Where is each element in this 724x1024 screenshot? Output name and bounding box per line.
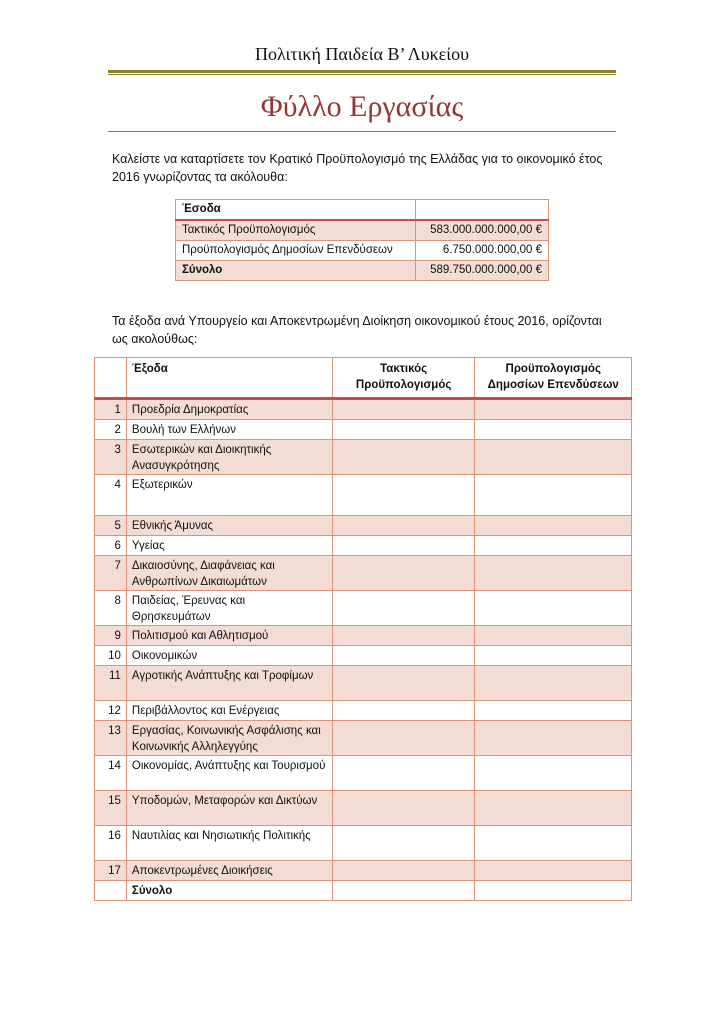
expense-investment-cell[interactable] [475,666,632,701]
expense-regular-cell[interactable] [332,626,475,646]
expense-row-number: 11 [95,666,127,701]
expense-investment-cell[interactable] [475,721,632,756]
expense-investment-cell[interactable] [475,536,632,556]
income-row-label: Προϋπολογισμός Δημοσίων Επενδύσεων [176,241,416,261]
header-divider [108,70,616,73]
expense-row [95,591,632,626]
expense-row [95,701,632,721]
expense-row-number: 6 [95,536,127,556]
expense-row-number: 8 [95,591,127,626]
expense-regular-cell[interactable] [332,861,475,881]
expense-investment-cell[interactable] [475,756,632,791]
expense-row-name: Υποδομών, Μεταφορών και Δικτύων [126,791,332,826]
expense-regular-cell[interactable] [332,399,475,420]
income-row [176,220,549,241]
sheet-title: Φύλλο Εργασίας [260,90,464,123]
expense-investment-cell[interactable] [475,646,632,666]
expense-row-number: 15 [95,791,127,826]
expense-regular-cell[interactable] [332,646,475,666]
expense-row-name: Παιδείας, Έρευνας και Θρησκευμάτων [126,591,332,626]
expense-row-name: Εθνικής Άμυνας [126,516,332,536]
expense-row-number: 13 [95,721,127,756]
expense-row [95,826,632,861]
expense-investment-cell[interactable] [475,420,632,440]
intro-income-text: Καλείστε να καταρτίσετε τον Κρατικό Προϋπολογισμό της Ελλάδας για το οικονομικό έτος 2016 γνωρίζοντας τα ακόλουθα: [112,152,603,184]
expense-row [95,756,632,791]
expense-row-number: 2 [95,420,127,440]
expense-investment-cell[interactable] [475,399,632,420]
income-table [175,199,549,281]
expense-row [95,646,632,666]
header-divider-thin [108,74,616,75]
expense-investment-cell[interactable] [475,826,632,861]
expense-row-number: 5 [95,516,127,536]
expense-regular-cell[interactable] [332,721,475,756]
expense-regular-cell[interactable] [332,516,475,536]
expense-row-number: 9 [95,626,127,646]
expense-row-number: 4 [95,475,127,516]
income-total-value: 589.750.000.000,00 € [416,261,549,281]
expense-regular-cell[interactable] [332,420,475,440]
income-total-row [176,261,549,281]
expense-row-number: 17 [95,861,127,881]
expense-row [95,399,632,420]
expense-investment-cell[interactable] [475,701,632,721]
income-header-empty [416,200,549,221]
expense-row-name: Προεδρία Δημοκρατίας [126,399,332,420]
expense-regular-cell[interactable] [332,556,475,591]
title-divider [108,131,616,132]
expense-regular-cell[interactable] [332,701,475,721]
expense-investment-cell[interactable] [475,475,632,516]
expense-table [94,357,632,901]
expense-row-number: 3 [95,440,127,475]
intro-expenses-text: Τα έξοδα ανά Υπουργείο και Αποκεντρωμένη Διοίκηση οικονομικού έτους 2016, ορίζονται ως ακολούθως: [112,314,602,346]
expense-row-number: 14 [95,756,127,791]
expense-investment-cell[interactable] [475,440,632,475]
expense-header-investment: Προϋπολογισμός Δημοσίων Επενδύσεων [475,358,632,399]
expense-row-name: Περιβάλλοντος και Ενέργειας [126,701,332,721]
expense-row-name: Δικαιοσύνης, Διαφάνειας και Ανθρωπίνων Δικαιωμάτων [126,556,332,591]
expense-row [95,516,632,536]
expense-total-num [95,881,127,901]
expense-row [95,666,632,701]
expense-header-regular: Τακτικός Προϋπολογισμός [332,358,475,399]
expense-row [95,440,632,475]
expense-row-name: Οικονομίας, Ανάπτυξης και Τουρισμού [126,756,332,791]
income-table-header-row [176,200,549,221]
expense-regular-cell[interactable] [332,791,475,826]
expense-total-investment-cell[interactable] [475,881,632,901]
expense-row [95,420,632,440]
expense-row [95,536,632,556]
expense-row-number: 1 [95,399,127,420]
expense-row-name: Αποκεντρωμένες Διοικήσεις [126,861,332,881]
expense-row-number: 7 [95,556,127,591]
expense-total-row [95,881,632,901]
expense-regular-cell[interactable] [332,826,475,861]
expense-row-name: Αγροτικής Ανάπτυξης και Τροφίμων [126,666,332,701]
expense-row [95,861,632,881]
expense-investment-cell[interactable] [475,556,632,591]
expense-row-name: Οικονομικών [126,646,332,666]
expense-row-name: Εργασίας, Κοινωνικής Ασφάλισης και Κοινωνικής Αλληλεγγύης [126,721,332,756]
expense-row [95,791,632,826]
expense-row-number: 16 [95,826,127,861]
expense-investment-cell[interactable] [475,516,632,536]
income-row-value: 583.000.000.000,00 € [416,220,549,241]
expense-row-name: Εσωτερικών και Διοικητικής Ανασυγκρότησης [126,440,332,475]
expense-investment-cell[interactable] [475,861,632,881]
expense-investment-cell[interactable] [475,626,632,646]
course-title: Πολιτική Παιδεία Β’ Λυκείου [254,44,469,64]
expense-regular-cell[interactable] [332,536,475,556]
income-row [176,241,549,261]
expense-regular-cell[interactable] [332,440,475,475]
expense-investment-cell[interactable] [475,791,632,826]
expense-row-name: Βουλή των Ελλήνων [126,420,332,440]
income-row-label: Τακτικός Προϋπολογισμός [176,220,416,241]
expense-row-name: Πολιτισμού και Αθλητισμού [126,626,332,646]
expense-row [95,556,632,591]
income-row-value: 6.750.000.000,00 € [416,241,549,261]
expense-header-num [95,358,127,399]
expense-regular-cell[interactable] [332,591,475,626]
expense-row [95,721,632,756]
expense-regular-cell[interactable] [332,475,475,516]
expense-regular-cell[interactable] [332,756,475,791]
expense-row-name: Ναυτιλίας και Νησιωτικής Πολιτικής [126,826,332,861]
income-total-label: Σύνολο [176,261,416,281]
expense-investment-cell[interactable] [475,591,632,626]
income-header-label: Έσοδα [176,200,416,221]
expense-total-label: Σύνολο [126,881,332,901]
expense-row-number: 12 [95,701,127,721]
expense-row-name: Υγείας [126,536,332,556]
expense-total-regular-cell[interactable] [332,881,475,901]
expense-row-number: 10 [95,646,127,666]
expense-row [95,626,632,646]
expense-table-header-row [95,358,632,399]
expense-regular-cell[interactable] [332,666,475,701]
expense-row [95,475,632,516]
expense-header-name: Έξοδα [126,358,332,399]
expense-row-name: Εξωτερικών [126,475,332,516]
